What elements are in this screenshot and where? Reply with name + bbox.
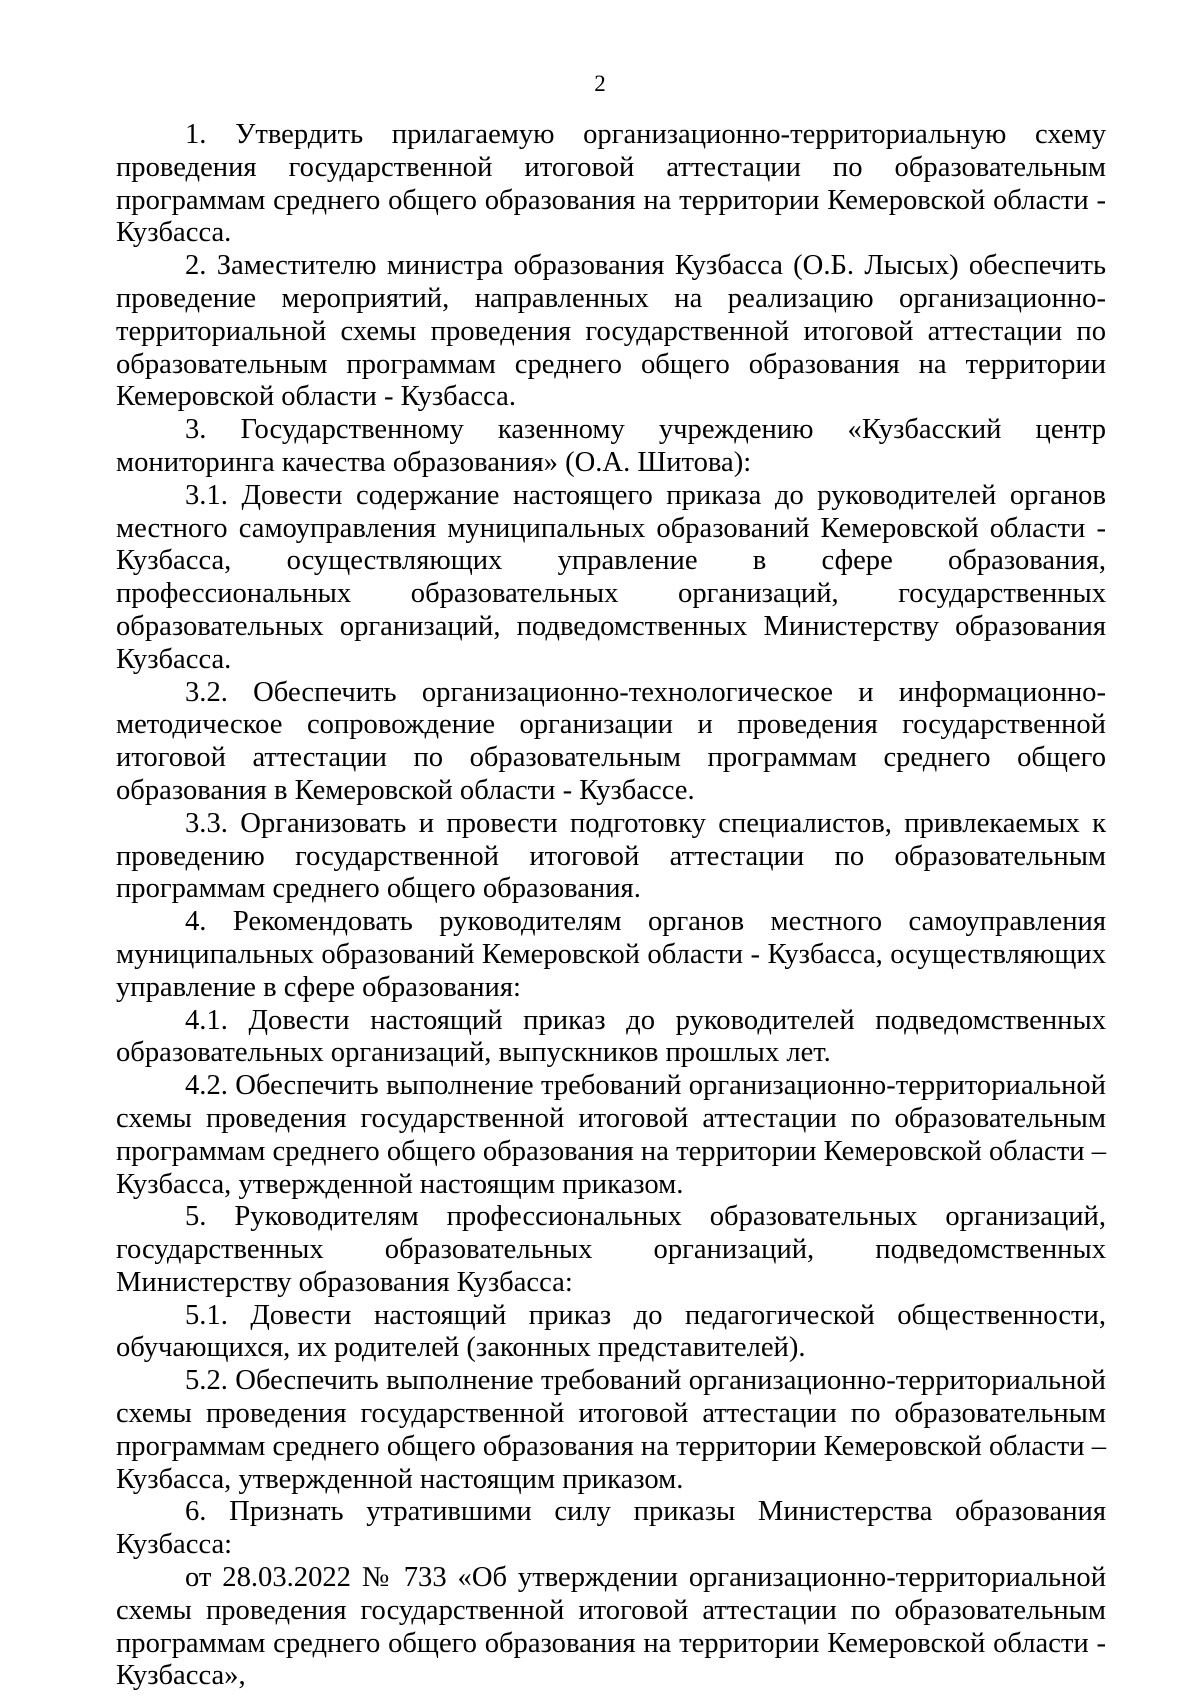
paragraph-5-1: 5.1. Довести настоящий приказ до педагогической общественности, обучающихся, их родителей (законных представителей).: [116, 1299, 1106, 1364]
paragraph-3-2: 3.2. Обеспечить организационно-технологическое и информационно-методическое сопровождение организации и проведения государственной итоговой аттестации по образовательным программам среднего общего образования в Кемеровской области - Кузбассе.: [116, 676, 1106, 806]
page-number: 2: [594, 71, 606, 96]
document-body: [116, 119, 1106, 1693]
paragraph-4: 4. Рекомендовать руководителям органов местного самоуправления муниципальных образований Кемеровской области - Кузбасса, осуществляющих управление в сфере образования:: [116, 906, 1106, 1003]
paragraph-5-2: 5.2. Обеспечить выполнение требований организационно-территориальной схемы проведения государственной итоговой аттестации по образовательным программам среднего общего образования на территории Кемеровской области – Кузбасса, утвержденной настоящим приказом.: [116, 1365, 1106, 1495]
paragraph-3-3: 3.3. Организовать и провести подготовку специалистов, привлекаемых к проведению государственной итоговой аттестации по образовательным программам среднего общего образования.: [116, 807, 1106, 905]
paragraph-5: 5. Руководителям профессиональных образовательных организаций, государственных образовательных организаций, подведомственных Министерству образования Кузбасса:: [116, 1201, 1106, 1298]
paragraph-4-1: 4.1. Довести настоящий приказ до руководителей подведомственных образовательных организаций, выпускников прошлых лет.: [116, 1004, 1106, 1069]
paragraph-4-2: 4.2. Обеспечить выполнение требований организационно-территориальной схемы проведения государственной итоговой аттестации по образовательным программам среднего общего образования на территории Кемеровской области – Кузбасса, утвержденной настоящим приказом.: [116, 1070, 1106, 1200]
paragraph-2: 2. Заместителю министра образования Кузбасса (О.Б. Лысых) обеспечить проведение мероприятий, направленных на реализацию организационно-территориальной схемы проведения государственной итоговой аттестации по образовательным программам среднего общего образования на территории Кемеровской области - Кузбасса.: [116, 250, 1106, 413]
paragraph-1: 1. Утвердить прилагаемую организационно-территориальную схему проведения государственной итоговой аттестации по образовательным программам среднего общего образования на территории Кемеровской области - Кузбасса.: [116, 119, 1106, 249]
paragraph-3-1: 3.1. Довести содержание настоящего приказа до руководителей органов местного самоуправления муниципальных образований Кемеровской области - Кузбасса, осуществляющих управление в сфере образования, профессиональных образовательных организаций, государственных образовательных организаций, подведомственных Министерству образования Кузбасса.: [116, 479, 1106, 675]
paragraph-6: 6. Признать утратившими силу приказы Министерства образования Кузбасса:: [116, 1496, 1106, 1561]
paragraph-3: 3. Государственному казенному учреждению «Кузбасский центр мониторинга качества образования» (О.А. Шитова):: [116, 414, 1106, 478]
paragraph-6-item-1: от 28.03.2022 № 733 «Об утверждении организационно-территориальной схемы проведения государственной итоговой аттестации по образовательным программам среднего общего образования на территории Кемеровской области - Кузбасса»,: [116, 1562, 1106, 1692]
